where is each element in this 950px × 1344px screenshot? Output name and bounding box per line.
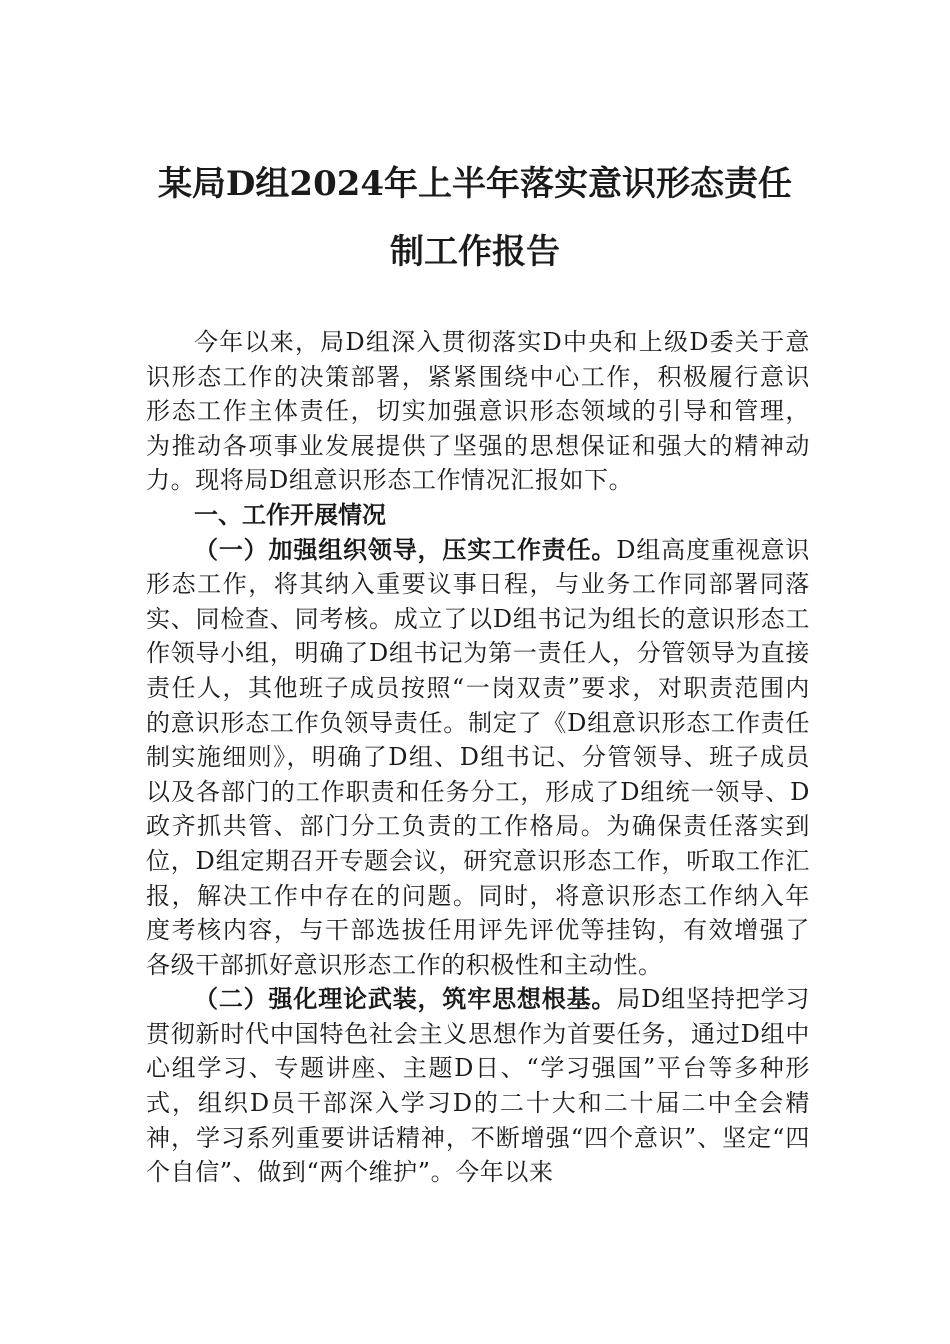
item-1-paragraph (146, 533, 810, 983)
item-2-lead: （二）强化理论武装，筑牢思想根基。 (194, 984, 617, 1014)
document-body (146, 325, 810, 1190)
section-heading-1: 一、工作开展情况 (194, 500, 386, 529)
item-1-lead: （一）加强组织领导，压实工作责任。 (194, 534, 617, 564)
intro-paragraph: 今年以来，局D组深入贯彻落实D中央和上级D委关于意识形态工作的决策部署，紧紧围绕中心工作，积极履行意识形态工作主体责任，切实加强意识形态领域的引导和管理，为推动各项事业发展提供了坚强的思想保证和强大的精神动力。现将局D组意识形态工作情况汇报如下。 (146, 328, 810, 495)
document-title-line-1: 某局D组2024年上半年落实意识形态责任 (157, 164, 793, 204)
document-title-line-2: 制工作报告 (390, 232, 560, 272)
item-1-text: D组高度重视意识形态工作，将其纳入重要议事日程，与业务工作同部署同落实、同检查、同考核。成立了以D组书记为组长的意识形态工作领导小组，明确了D组书记为第一责任人，分管领导为直接责任人，其他班子成员按照“一岗双责”要求，对职责范围内的意识形态工作负领导责任。制定了《D组意识形态工作责任制实施细则》，明确了D组、D组书记、分管领导、班子成员以及各部门的工作职责和任务分工，形成了D组统一领导、D政齐抓共管、部门分工负责的工作格局。为确保责任落实到位，D组定期召开专题会议，研究意识形态工作，听取工作汇报，解决工作中存在的问题。同时，将意识形态工作纳入年度考核内容，与干部选拔任用评先评优等挂钩，有效增强了各级干部抓好意识形态工作的积极性和主动性。 (146, 535, 810, 979)
item-2-text: 局D组坚持把学习贯彻新时代中国特色社会主义思想作为首要任务，通过D组中心组学习、专题讲座、主题D日、“学习强国”平台等多种形式，组织D员干部深入学习D的二十大和二十届二中全会精神，学习系列重要讲话精神，不断增强“四个意识”、坚定“四个自信”、做到“两个维护”。今年以来 (146, 985, 810, 1187)
item-2-paragraph (146, 982, 810, 1190)
